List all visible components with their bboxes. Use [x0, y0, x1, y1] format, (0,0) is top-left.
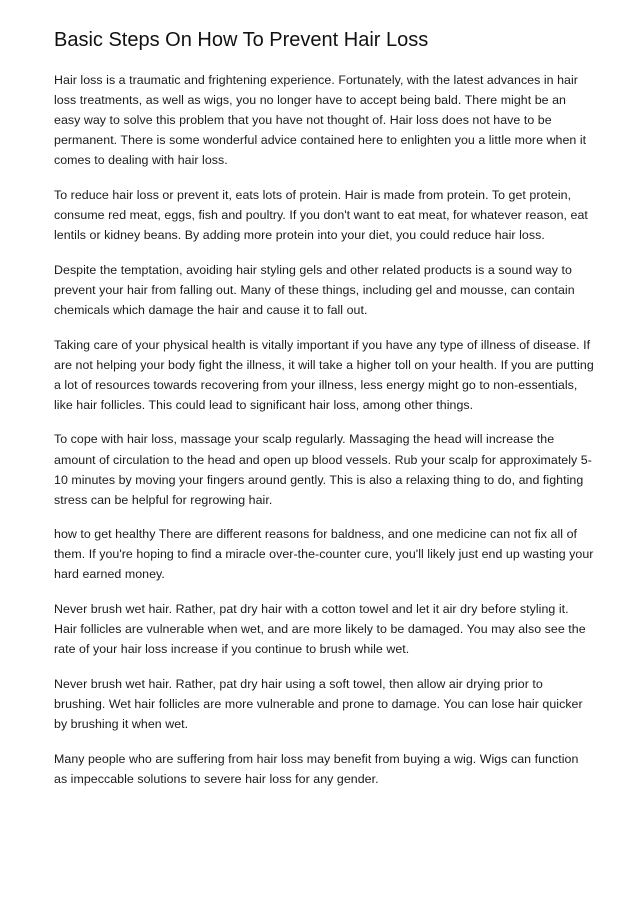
paragraph-baldness-reasons: how to get healthy There are different reasons for baldness, and one medicine can not fix all of them. If you're hoping to find a miracle over-the-counter cure, you'll likely just end up wasting your hard earned money.: [54, 527, 594, 582]
paragraph-physical-health: Taking care of your physical health is vitally important if you have any type of illness of disease. If are not helping your body fight the illness, it will take a higher toll on your health. If you are putting a lot of resources towards recovering from your illness, less energy might go to non-essentials, like hair follicles. This could lead to significant hair loss, among other things.: [54, 337, 594, 412]
paragraph-wet-hair-1: Never brush wet hair. Rather, pat dry hair with a cotton towel and let it air dry before styling it. Hair follicles are vulnerable when wet, and are more likely to be damaged. You may also see the rate of your hair loss increase if you continue to brush while wet.: [54, 602, 586, 657]
paragraph-wigs: Many people who are suffering from hair loss may benefit from buying a wig. Wigs can function as impeccable solutions to severe hair loss for any gender.: [54, 751, 579, 786]
paragraph-protein: To reduce hair loss or prevent it, eats lots of protein. Hair is made from protein. To get protein, consume red meat, eggs, fish and poultry. If you don't want to eat meat, for whatever reason, eat lentils or kidney beans. By adding more protein into your diet, you could reduce hair loss.: [54, 187, 588, 243]
paragraph-scalp-massage: To cope with hair loss, massage your scalp regularly. Massaging the head will increase the amount of circulation to the head and open up blood vessels. Rub your scalp for approximately 5-10 minutes by moving your fingers around gently. This is also a relaxing thing to do, and fighting stress can be helpful for regrowing hair.: [54, 432, 592, 507]
paragraph-intro: Hair loss is a traumatic and frightening experience. Fortunately, with the latest advances in hair loss treatments, as well as wigs, you no longer have to accept being bald. There might be an easy way to solve this problem that you have not thought of. Hair loss does not have to be permanent. There is some wonderful advice contained here to enlighten you a little more when it comes to dealing with hair loss.: [54, 73, 587, 168]
paragraph-styling-products: Despite the temptation, avoiding hair styling gels and other related products is a sound way to prevent your hair from falling out. Many of these things, including gel and mousse, can contain chemicals which damage the hair and cause it to fall out.: [54, 262, 575, 317]
page-title: Basic Steps On How To Prevent Hair Loss: [54, 29, 429, 51]
document-page: [54, 27, 594, 803]
paragraph-wet-hair-2: Never brush wet hair. Rather, pat dry hair using a soft towel, then allow air drying prior to brushing. Wet hair follicles are more vulnerable and prone to damage. You can lose hair quicker by brushing it when wet.: [54, 676, 583, 732]
